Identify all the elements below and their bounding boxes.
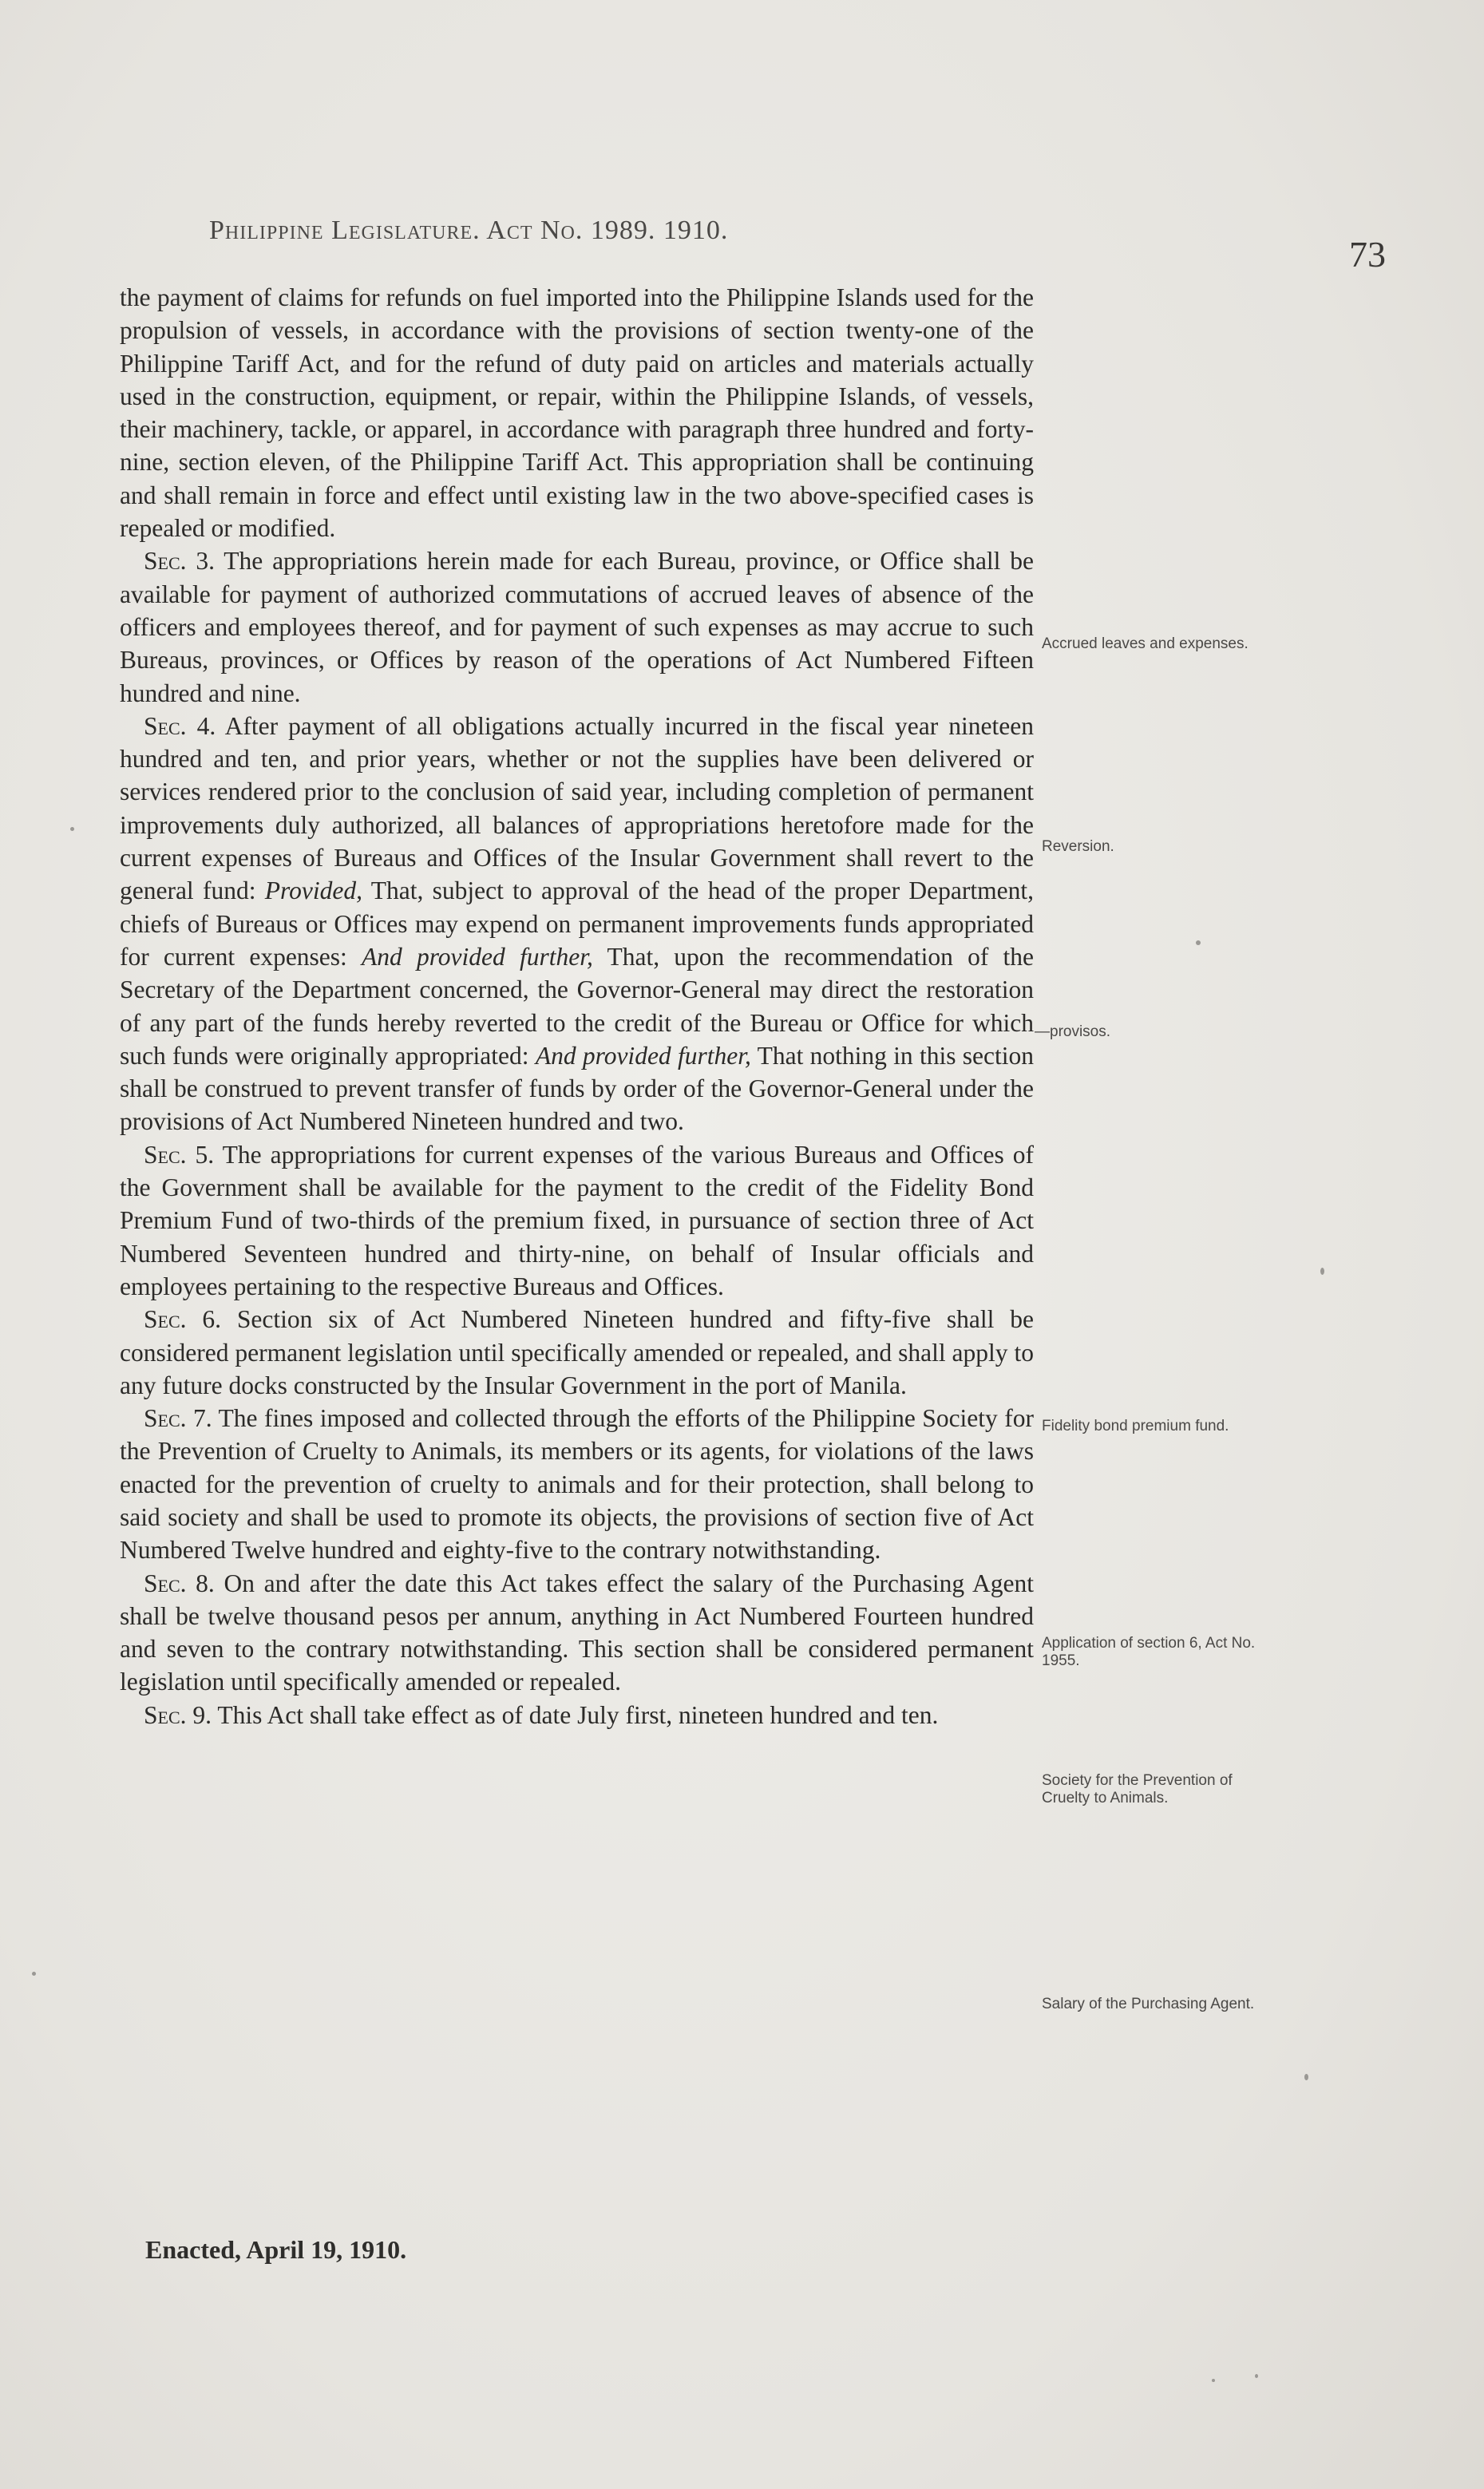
section-4-label: Sec. 4. <box>144 711 216 740</box>
section-8-paragraph <box>120 1567 1034 1699</box>
section-6-text: Section six of Act Numbered Nineteen hundred and fifty-five shall be considered permanent legislation until specifically amended or repealed, and shall apply to any future docks constructed by the Insular Government in the port of Manila. <box>120 1305 1035 1399</box>
margin-note-application: Application of section 6, Act No. 1955. <box>1042 1635 1256 1669</box>
margin-note-salary: Salary of the Purchasing Agent. <box>1042 1996 1255 2012</box>
enacted-date: Enacted, April 19, 1910. <box>145 2235 407 2264</box>
paper-speck <box>1196 940 1201 945</box>
section-8-text: On and after the date this Act takes effect the salary of the Purchasing Agent shall be twelve thousand pesos per annum, anything in Act Numbered Fourteen hundred and seven to the contrary notwithstanding. This section shall be considered permanent legislation until specifically amended or repealed. <box>120 1569 1034 1696</box>
paper-speck <box>1320 1268 1324 1275</box>
section-4-text-c: That, upon the recommendation of the Secretary of the Department concerned, the Governor-General may direct the restoration of any part of the funds hereby reverted to the credit of the Bureau or Office for which such funds were originally appropriated: <box>120 942 1034 1070</box>
body-text <box>120 281 1034 1731</box>
section-6-label: Sec. 6. <box>144 1305 221 1334</box>
margin-note-provisos: —provisos. <box>1035 1023 1111 1040</box>
margin-note-fidelity: Fidelity bond premium fund. <box>1042 1418 1229 1434</box>
section-5-label: Sec. 5. <box>144 1140 215 1169</box>
paper-speck <box>1212 2379 1215 2382</box>
page-number: 73 <box>1349 234 1386 275</box>
paper-speck <box>1255 2374 1258 2378</box>
section-4-paragraph <box>120 710 1034 1138</box>
section-4-proviso-3: And provided further, <box>535 1041 751 1070</box>
paper-speck <box>70 827 74 831</box>
section-3-text: The appropriations herein made for each Bureau, province, or Office shall be available for payment of authorized commutations of accrued leaves of absence of the officers and employees thereof, and for payment of such expenses as may accrue to such Bureaus, provinces, or Offices by reason of the operations of Act Numbered Fifteen hundred and nine. <box>120 547 1035 707</box>
section-4-proviso-2: And provided further, <box>362 942 593 971</box>
section-3-label: Sec. 3. <box>144 547 215 576</box>
section-4-text-d: That nothing in this section shall be construed to prevent transfer of funds by order of the Governor-General under the provisions of Act Numbered Nineteen hundred and two. <box>120 1041 1034 1136</box>
running-head: Philippine Legislature. Act No. 1989. 1910. <box>209 216 729 245</box>
paper-speck <box>32 1972 36 1976</box>
section-4-proviso-1: Provided, <box>264 876 362 905</box>
section-9-label: Sec. 9. <box>144 1700 212 1729</box>
margin-note-accrued: Accrued leaves and expenses. <box>1042 635 1249 652</box>
section-4-text-a: After payment of all obligations actually incurred in the fiscal year nineteen hundred and ten, and prior years, whether or not the supplies have been delivered or services rendered prior to the conclusion of said year, including completion of permanent improvements duly authorized, all balances of appropriations heretofore made for the current expenses of Bureaus and Offices of the Insular Government shall revert to the general fund: <box>120 711 1034 905</box>
section-7-text: The fines imposed and collected through the efforts of the Philippine Society for the Prevention of Cruelty to Animals, its members or its agents, for violations of the laws enacted for the prevention of cruelty to animals and for their protection, shall belong to said society and shall be used to promote its objects, the provisions of section five of Act Numbered Twelve hundred and eighty-five to the contrary notwithstanding. <box>120 1404 1035 1565</box>
section-7-paragraph <box>120 1402 1034 1566</box>
section-5-paragraph <box>120 1138 1034 1303</box>
paper-speck <box>1304 2074 1308 2080</box>
section-8-label: Sec. 8. <box>144 1569 215 1597</box>
section-7-label: Sec. 7. <box>144 1404 212 1433</box>
section-6-paragraph <box>120 1303 1034 1402</box>
section-4-text-b: That, subject to approval of the head of the proper Department, chiefs of Bureaus or Offices may expend on permanent improvements funds appropriated for current expenses: <box>120 876 1034 971</box>
section-5-text: The appropriations for current expenses of the various Bureaus and Offices of the Government shall be available for the payment to the credit of the Fidelity Bond Premium Fund of two-thirds of the premium fixed, in pursuance of section three of Act Numbered Seventeen hundred and thirty-nine, on behalf of Insular officials and employees pertaining to the respective Bureaus and Offices. <box>120 1140 1035 1300</box>
margin-note-society: Society for the Prevention of Cruelty to Animals. <box>1042 1772 1233 1806</box>
section-9-text: This Act shall take effect as of date July first, nineteen hundred and ten. <box>217 1700 939 1729</box>
section-9-paragraph <box>120 1699 1034 1731</box>
intro-paragraph: the payment of claims for refunds on fuel imported into the Philippine Islands used for the propulsion of vessels, in accordance with the provisions of section twenty-one of the Philippine Tariff Act, and for the refund of duty paid on articles and materials actually used in the construction, equipment, or repair, within the Philippine Islands, of vessels, their machinery, tackle, or apparel, in accordance with paragraph three hundred and forty-nine, section eleven, of the Philippine Tariff Act. This appropriation shall be continuing and shall remain in force and effect until existing law in the two above-specified cases is repealed or modified. <box>120 283 1034 543</box>
margin-note-reversion: Reversion. <box>1042 838 1114 855</box>
section-3-paragraph <box>120 544 1034 709</box>
